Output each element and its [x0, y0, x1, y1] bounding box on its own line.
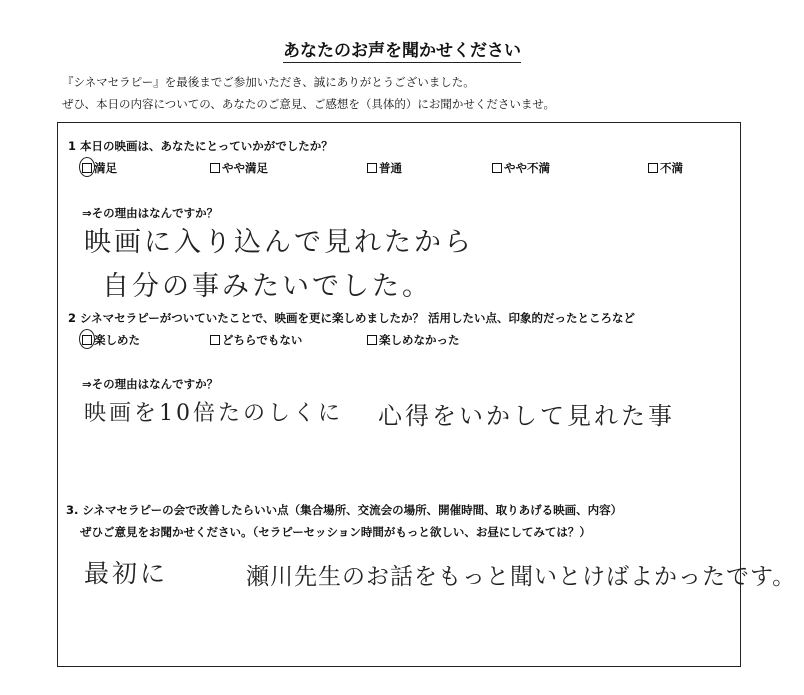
checkbox-icon	[210, 163, 220, 173]
intro-line-2: ぜひ、本日の内容についての、あなたのご意見、ご感想を（具体的）にお聞かせくださいませ。	[62, 97, 555, 111]
q1-option-dissatisfied[interactable]: 不満	[648, 160, 683, 176]
checkbox-icon	[367, 163, 377, 173]
handwritten-circle-mark	[79, 329, 95, 349]
checkbox-icon	[648, 163, 658, 173]
question-2: 2 シネマセラピーがついていたことで、映画を更に楽しめましたか？ 活用したい点、印象的だったところなど	[68, 311, 635, 325]
q3-answer-right: 瀬川先生のお話をもっと聞いとけばよかったです。	[246, 564, 797, 590]
q2-option-neither[interactable]: どちらでもない	[210, 332, 302, 348]
q1-option-somewhat-satisfied[interactable]: やや満足	[210, 160, 268, 176]
q1-reason-label: ⇒その理由はなんですか？	[82, 206, 219, 220]
q2-answer-left: 映画を10倍たのしくに	[84, 401, 343, 426]
q2-reason-label: ⇒その理由はなんですか？	[82, 377, 219, 391]
q1-answer-line-2: 自分の事みたいでした。	[102, 271, 432, 302]
question-1: 1 本日の映画は、あなたにとっていかがでしたか？	[68, 139, 333, 153]
q1-option-somewhat-dissatisfied[interactable]: やや不満	[492, 160, 550, 176]
question-3-sub: ぜひご意見をお聞かせください。（セラピーセッション時間がもっと欲しい、お昼にしてみては？）	[80, 525, 591, 539]
q1-option-neutral[interactable]: 普通	[367, 160, 402, 176]
q2-option-enjoyed[interactable]: 楽しめた	[82, 332, 140, 348]
intro-line-1: 『シネマセラピー』を最後までご参加いただき、誠にありがとうございました。	[62, 75, 475, 89]
checkbox-icon	[367, 335, 377, 345]
checkbox-icon	[492, 163, 502, 173]
q3-answer-left: 最初に	[84, 559, 169, 588]
handwritten-circle-mark	[79, 157, 95, 177]
form-title: あなたのお声を聞かせください	[283, 41, 521, 61]
q2-answer-right: 心得をいかして見れた事	[378, 402, 675, 430]
q2-option-not-enjoyed[interactable]: 楽しめなかった	[367, 332, 460, 348]
question-3: 3. シネマセラピーの会で改善したらいい点（集合場所、交流会の場所、開催時間、取りあげる映画、内容）	[66, 503, 623, 517]
checkbox-icon	[210, 335, 220, 345]
q1-answer-line-1: 映画に入り込んで見れたから	[84, 227, 474, 258]
q1-option-satisfied[interactable]: 満足	[82, 160, 117, 176]
